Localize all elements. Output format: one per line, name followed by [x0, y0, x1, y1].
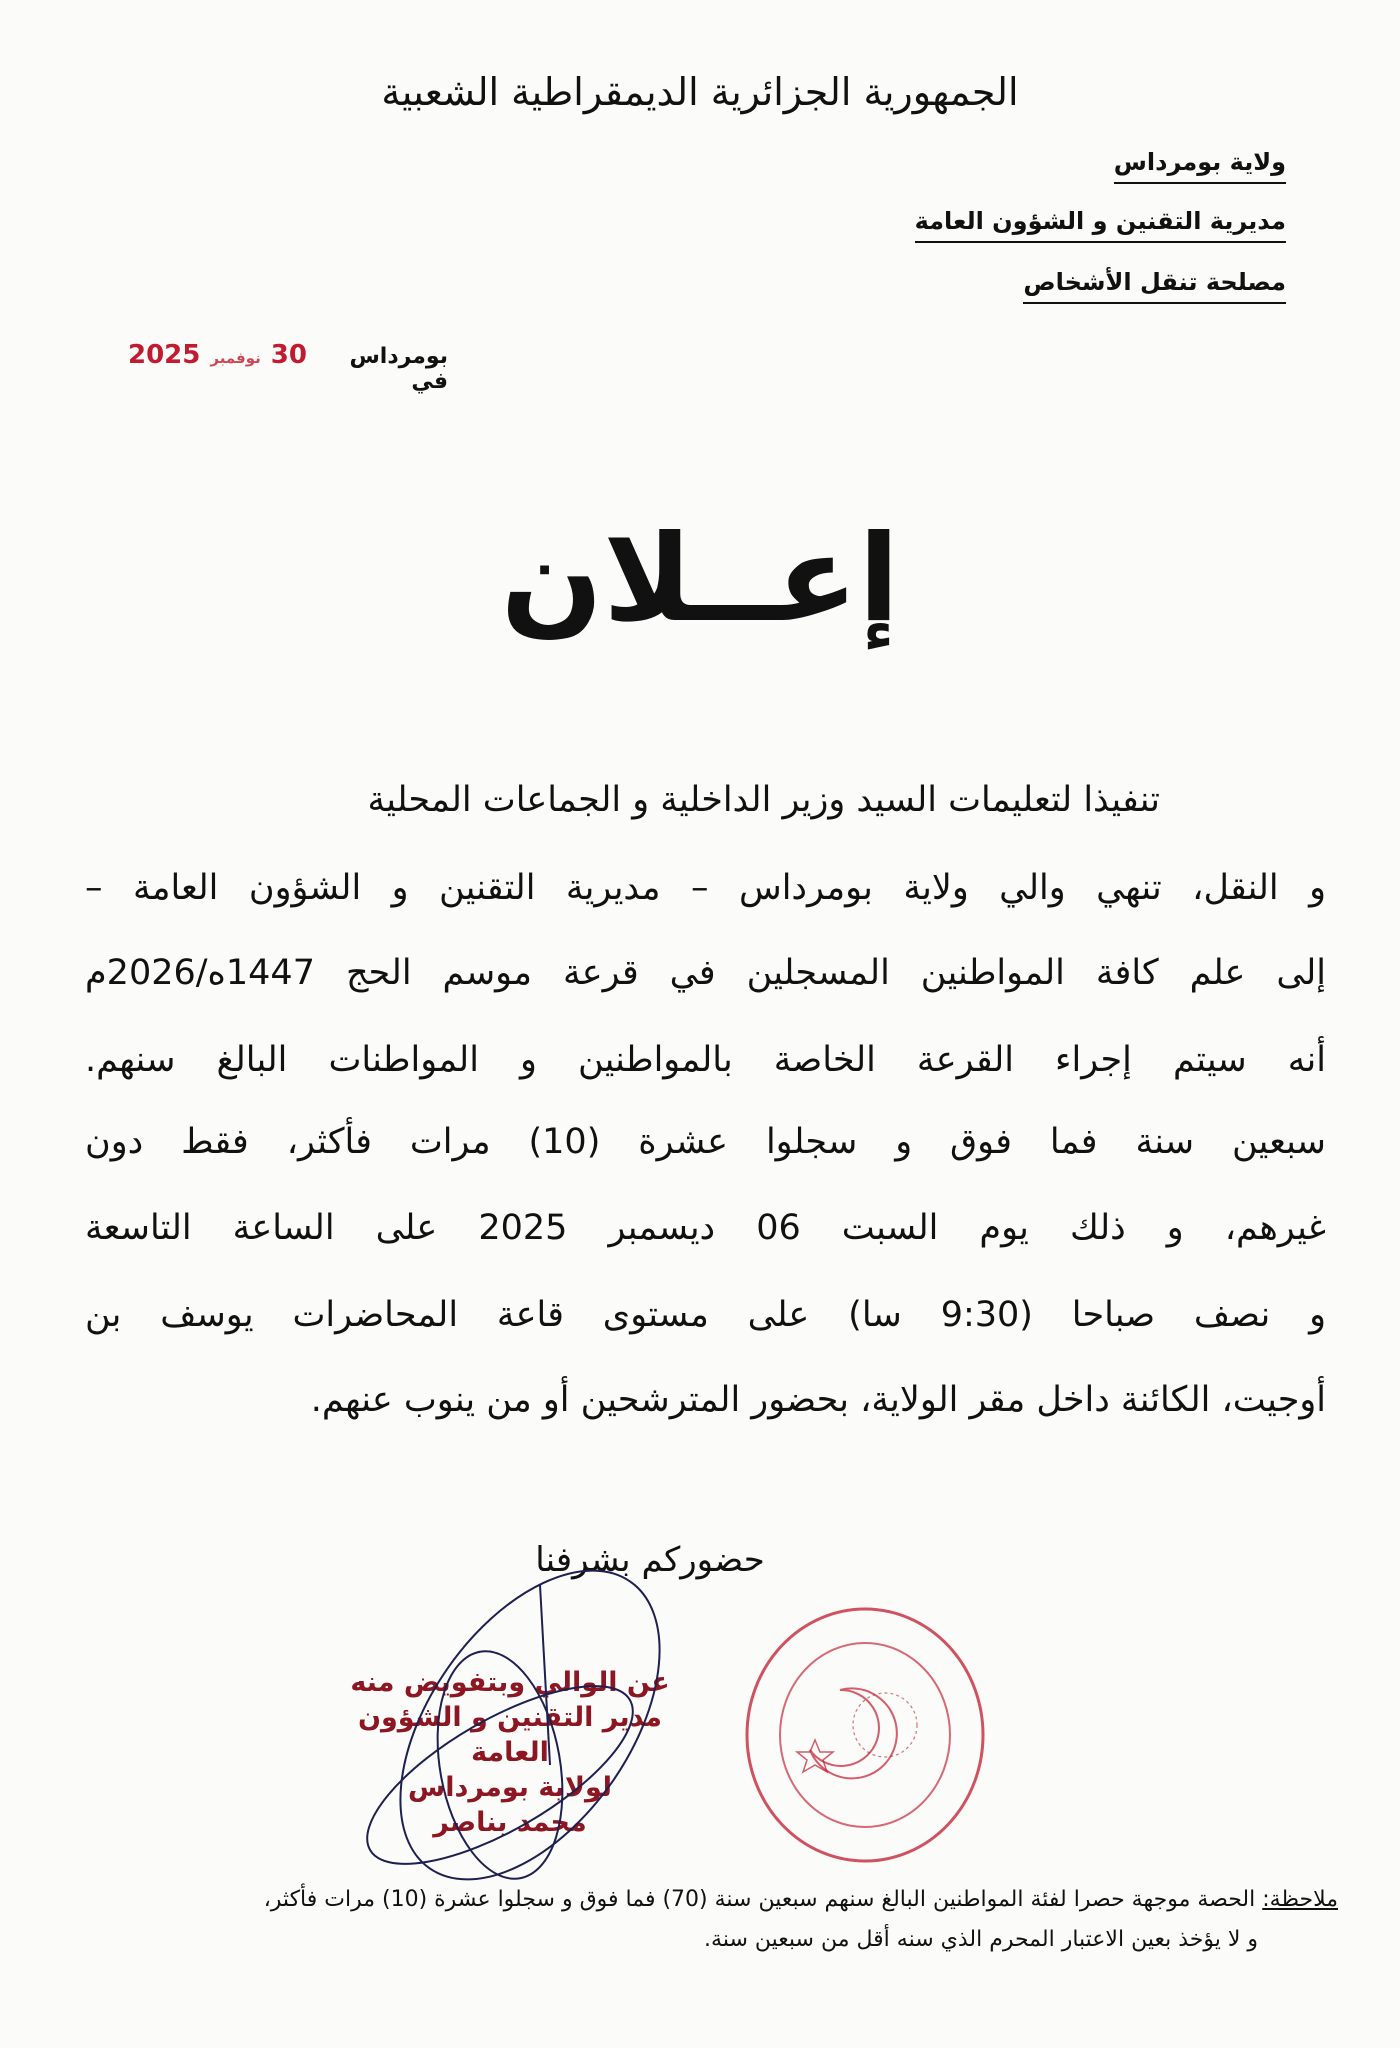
announcement-title: إعــلان: [500, 510, 900, 649]
note: [58, 1880, 1338, 1960]
note-line: و لا يؤخذ بعين الاعتبار المحرم الذي سنه أقل من سبعين سنة.: [704, 1927, 1258, 1952]
official-seal-icon: [735, 1600, 995, 1870]
note-label: ملاحظة:: [1262, 1887, 1338, 1912]
directorate-label: مديرية التقنين و الشؤون العامة: [915, 207, 1286, 243]
service-label: مصلحة تنقل الأشخاص: [1023, 268, 1286, 304]
date-month: نوفمبر: [210, 349, 261, 367]
signatory-line: عن الوالي وبتفويض منه: [350, 1667, 670, 1698]
handwritten-signature-icon: [340, 1565, 720, 1895]
date-place: بومرداس في: [349, 344, 448, 394]
body-line: و النقل، تنهي والي ولاية بومرداس – مديرية التقنين و الشؤون العامة –: [85, 868, 1326, 908]
body-line: إلى علم كافة المواطنين المسجلين في قرعة موسم الحج 1447ه/2026م: [85, 953, 1326, 993]
closing-text: حضوركم بشرفنا: [535, 1540, 765, 1580]
body-line: أوجيت، الكائنة داخل مقر الولاية، بحضور المترشحين أو من ينوب عنهم.: [310, 1380, 1326, 1420]
body-line: أنه سيتم إجراء القرعة الخاصة بالمواطنين و المواطنات البالغ سنهم.: [85, 1040, 1326, 1080]
body-line: و نصف صباحا (9:30 سا) على مستوى قاعة المحاضرات يوسف بن: [85, 1295, 1326, 1335]
republic-heading: الجمهورية الجزائرية الديمقراطية الشعبية: [381, 70, 1019, 114]
date-line: [128, 340, 448, 394]
body-line: تنفيذا لتعليمات السيد وزير الداخلية و الجماعات المحلية: [367, 780, 1160, 820]
signatory-line: لولاية بومرداس: [407, 1772, 613, 1803]
date-day: 30: [270, 340, 307, 370]
body-line: غيرهم، و ذلك يوم السبت 06 ديسمبر 2025 على الساعة التاسعة: [85, 1208, 1326, 1248]
body-line: سبعين سنة فما فوق و سجلوا عشرة (10) مرات فأكثر، فقط دون: [85, 1122, 1326, 1162]
wilaya-label: ولاية بومرداس: [1114, 148, 1286, 184]
signatory-name: محمد بناصر: [433, 1807, 587, 1838]
note-line: الحصة موجهة حصرا لفئة المواطنين البالغ سنهم سبعين سنة (70) فما فوق و سجلوا عشرة (10) مرات فأكثر،: [263, 1887, 1256, 1912]
date-year: 2025: [128, 340, 201, 370]
signatory-line: مدير التقنين و الشؤون العامة: [357, 1702, 663, 1768]
